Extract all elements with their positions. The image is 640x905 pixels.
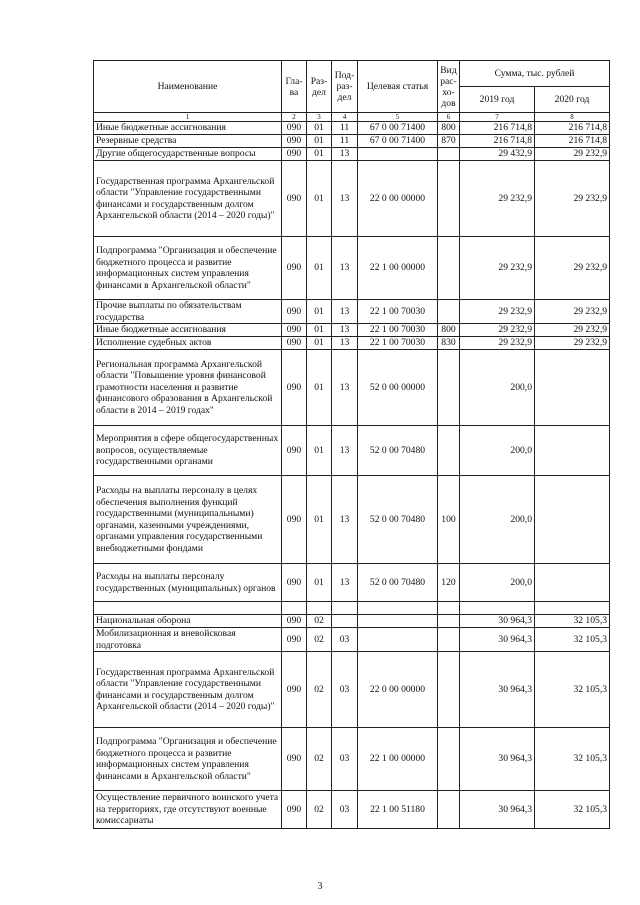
- cell-vid: [438, 728, 460, 791]
- column-number: 1: [94, 113, 282, 122]
- cell-name: Иные бюджетные ассигнования: [94, 122, 282, 135]
- cell-vid: [438, 602, 460, 615]
- cell-podrazdel: 13: [332, 476, 358, 564]
- cell-2020: 32 105,3: [535, 628, 610, 652]
- cell-podrazdel: 13: [332, 337, 358, 350]
- cell-2019: 30 964,3: [460, 791, 535, 829]
- cell-podrazdel: 13: [332, 300, 358, 324]
- cell-glava: 090: [282, 337, 307, 350]
- cell-2019: 29 232,9: [460, 337, 535, 350]
- table-row: [94, 602, 610, 615]
- cell-vid: [438, 148, 460, 161]
- cell-2020: 29 232,9: [535, 300, 610, 324]
- table-body: [94, 122, 610, 829]
- cell-vid: [438, 350, 460, 426]
- cell-vid: [438, 237, 460, 300]
- cell-podrazdel: 11: [332, 135, 358, 148]
- table-row: [94, 652, 610, 728]
- cell-target: 52 0 00 70480: [358, 476, 438, 564]
- cell-2020: 29 232,9: [535, 237, 610, 300]
- cell-razdel: 01: [307, 135, 332, 148]
- cell-razdel: 01: [307, 564, 332, 602]
- column-numbers-row: [94, 113, 610, 122]
- column-number: 8: [535, 113, 610, 122]
- header-2019: 2019 год: [460, 87, 535, 113]
- cell-vid: [438, 426, 460, 476]
- cell-target: 22 1 00 51180: [358, 791, 438, 829]
- cell-2019: 200,0: [460, 476, 535, 564]
- table-row: [94, 628, 610, 652]
- table-row: [94, 161, 610, 237]
- cell-vid: 870: [438, 135, 460, 148]
- cell-vid: [438, 652, 460, 728]
- cell-2019: 29 232,9: [460, 237, 535, 300]
- cell-vid: 120: [438, 564, 460, 602]
- cell-glava: 090: [282, 615, 307, 628]
- cell-podrazdel: 11: [332, 122, 358, 135]
- header-row: [94, 61, 610, 87]
- cell-glava: 090: [282, 122, 307, 135]
- table-row: [94, 237, 610, 300]
- cell-glava: 090: [282, 564, 307, 602]
- cell-glava: 090: [282, 426, 307, 476]
- cell-target: 22 1 00 70030: [358, 337, 438, 350]
- cell-name: Осуществление первичного воинского учета на территориях, где отсутствуют военные комиссариаты: [94, 791, 282, 829]
- cell-razdel: 01: [307, 350, 332, 426]
- cell-razdel: 01: [307, 426, 332, 476]
- cell-target: 22 0 00 00000: [358, 652, 438, 728]
- header-sum: Сумма, тыс. рублей: [460, 61, 610, 87]
- cell-podrazdel: 03: [332, 728, 358, 791]
- cell-name: Мобилизационная и вневойсковая подготовка: [94, 628, 282, 652]
- cell-vid: [438, 300, 460, 324]
- cell-name: Прочие выплаты по обязательствам государства: [94, 300, 282, 324]
- cell-razdel: 01: [307, 148, 332, 161]
- cell-name: [94, 602, 282, 615]
- cell-vid: 800: [438, 324, 460, 337]
- cell-2019: 30 964,3: [460, 652, 535, 728]
- cell-vid: [438, 628, 460, 652]
- cell-podrazdel: [332, 615, 358, 628]
- cell-2020: 29 232,9: [535, 161, 610, 237]
- cell-2019: 29 232,9: [460, 161, 535, 237]
- table-row: [94, 426, 610, 476]
- cell-podrazdel: 13: [332, 564, 358, 602]
- cell-name: Подпрограмма "Организация и обеспечение бюджетного процесса и развитие информационных систем управления финансами в Архангельской области": [94, 728, 282, 791]
- cell-target: [358, 148, 438, 161]
- cell-glava: [282, 602, 307, 615]
- cell-2020: 29 232,9: [535, 148, 610, 161]
- cell-glava: 090: [282, 476, 307, 564]
- column-number: 4: [332, 113, 358, 122]
- header-target: Целевая статья: [358, 61, 438, 113]
- cell-2019: 200,0: [460, 350, 535, 426]
- cell-vid: 100: [438, 476, 460, 564]
- cell-razdel: 01: [307, 476, 332, 564]
- cell-podrazdel: 13: [332, 237, 358, 300]
- cell-podrazdel: 13: [332, 350, 358, 426]
- cell-target: [358, 628, 438, 652]
- cell-glava: 090: [282, 135, 307, 148]
- cell-name: Государственная программа Архангельской области "Управление государственными финансами и государственным долгом Архангельской области (2014 – 2020 годы)": [94, 161, 282, 237]
- cell-vid: 830: [438, 337, 460, 350]
- cell-name: Мероприятия в сфере общегосударственных вопросов, осуществляемые государственными органами: [94, 426, 282, 476]
- cell-2020: 216 714,8: [535, 135, 610, 148]
- cell-podrazdel: 03: [332, 628, 358, 652]
- cell-2019: 29 432,9: [460, 148, 535, 161]
- cell-2020: [535, 602, 610, 615]
- table-row: [94, 122, 610, 135]
- cell-2020: 32 105,3: [535, 728, 610, 791]
- header-razdel: Раз-дел: [307, 61, 332, 113]
- cell-2020: 29 232,9: [535, 337, 610, 350]
- column-number: 5: [358, 113, 438, 122]
- cell-2020: 216 714,8: [535, 122, 610, 135]
- cell-2019: [460, 602, 535, 615]
- cell-target: 67 0 00 71400: [358, 135, 438, 148]
- cell-2020: 32 105,3: [535, 615, 610, 628]
- header-glava: Гла-ва: [282, 61, 307, 113]
- cell-glava: 090: [282, 148, 307, 161]
- cell-2019: 30 964,3: [460, 615, 535, 628]
- cell-vid: [438, 161, 460, 237]
- table-row: [94, 135, 610, 148]
- cell-target: 52 0 00 70480: [358, 426, 438, 476]
- cell-podrazdel: 13: [332, 148, 358, 161]
- cell-2019: 30 964,3: [460, 628, 535, 652]
- cell-glava: 090: [282, 237, 307, 300]
- cell-razdel: 02: [307, 628, 332, 652]
- header-vid: Вид рас-хо-дов: [438, 61, 460, 113]
- cell-podrazdel: 03: [332, 652, 358, 728]
- cell-glava: 090: [282, 652, 307, 728]
- table-row: [94, 615, 610, 628]
- cell-2019: 200,0: [460, 564, 535, 602]
- cell-2019: 216 714,8: [460, 135, 535, 148]
- cell-podrazdel: 03: [332, 791, 358, 829]
- cell-2019: 216 714,8: [460, 122, 535, 135]
- cell-vid: 800: [438, 122, 460, 135]
- cell-razdel: 02: [307, 791, 332, 829]
- cell-2019: 30 964,3: [460, 728, 535, 791]
- cell-2020: 32 105,3: [535, 652, 610, 728]
- cell-target: 22 1 00 00000: [358, 728, 438, 791]
- cell-podrazdel: 13: [332, 161, 358, 237]
- cell-glava: 090: [282, 350, 307, 426]
- table-row: [94, 476, 610, 564]
- cell-target: 22 1 00 70030: [358, 324, 438, 337]
- cell-name: Региональная программа Архангельской области "Повышение уровня финансовой грамотности населения и развитие финансового образования в Архангельской области в 2014 – 2019 годах": [94, 350, 282, 426]
- table-row: [94, 324, 610, 337]
- column-number: 7: [460, 113, 535, 122]
- cell-target: [358, 602, 438, 615]
- cell-razdel: 01: [307, 122, 332, 135]
- cell-glava: 090: [282, 791, 307, 829]
- column-number: 6: [438, 113, 460, 122]
- cell-name: Исполнение судебных актов: [94, 337, 282, 350]
- header-2020: 2020 год: [535, 87, 610, 113]
- cell-razdel: 02: [307, 728, 332, 791]
- column-number: 3: [307, 113, 332, 122]
- cell-podrazdel: 13: [332, 426, 358, 476]
- cell-glava: 090: [282, 300, 307, 324]
- header-podrazdel: Под-раз-дел: [332, 61, 358, 113]
- cell-glava: 090: [282, 161, 307, 237]
- page-number: 3: [317, 881, 323, 892]
- cell-podrazdel: 13: [332, 324, 358, 337]
- header-name: Наименование: [94, 61, 282, 113]
- cell-target: 52 0 00 70480: [358, 564, 438, 602]
- table-row: [94, 791, 610, 829]
- cell-target: 22 1 00 00000: [358, 237, 438, 300]
- cell-2020: 32 105,3: [535, 791, 610, 829]
- cell-target: 22 1 00 70030: [358, 300, 438, 324]
- cell-name: Резервные средства: [94, 135, 282, 148]
- table-row: [94, 728, 610, 791]
- cell-podrazdel: [332, 602, 358, 615]
- cell-vid: [438, 791, 460, 829]
- cell-glava: 090: [282, 628, 307, 652]
- cell-name: Иные бюджетные ассигнования: [94, 324, 282, 337]
- budget-table: [93, 60, 610, 829]
- cell-name: Подпрограмма "Организация и обеспечение бюджетного процесса и развитие информационных систем управления финансами в Архангельской области": [94, 237, 282, 300]
- cell-2020: [535, 350, 610, 426]
- cell-2020: [535, 564, 610, 602]
- cell-2020: 29 232,9: [535, 324, 610, 337]
- cell-razdel: 01: [307, 337, 332, 350]
- cell-2019: 29 232,9: [460, 300, 535, 324]
- cell-name: Государственная программа Архангельской области "Управление государственными финансами и государственным долгом Архангельской области (2014 – 2020 годы)": [94, 652, 282, 728]
- cell-target: [358, 615, 438, 628]
- cell-target: 67 0 00 71400: [358, 122, 438, 135]
- cell-2020: [535, 476, 610, 564]
- cell-glava: 090: [282, 324, 307, 337]
- cell-razdel: 01: [307, 324, 332, 337]
- column-number: 2: [282, 113, 307, 122]
- cell-vid: [438, 615, 460, 628]
- table-row: [94, 350, 610, 426]
- cell-razdel: 02: [307, 615, 332, 628]
- cell-2019: 29 232,9: [460, 324, 535, 337]
- cell-razdel: [307, 602, 332, 615]
- table-row: [94, 148, 610, 161]
- cell-name: Расходы на выплаты персоналу государственных (муниципальных) органов: [94, 564, 282, 602]
- cell-name: Национальная оборона: [94, 615, 282, 628]
- table-row: [94, 564, 610, 602]
- cell-razdel: 01: [307, 161, 332, 237]
- cell-2019: 200,0: [460, 426, 535, 476]
- cell-razdel: 01: [307, 237, 332, 300]
- cell-razdel: 01: [307, 300, 332, 324]
- cell-name: Другие общегосударственные вопросы: [94, 148, 282, 161]
- cell-glava: 090: [282, 728, 307, 791]
- table-row: [94, 300, 610, 324]
- cell-target: 52 0 00 00000: [358, 350, 438, 426]
- cell-2020: [535, 426, 610, 476]
- cell-razdel: 02: [307, 652, 332, 728]
- cell-name: Расходы на выплаты персоналу в целях обеспечения выполнения функций государственными (муниципальными) органами, казенными учреждениями, органами управления государственными внебюджетными фондами: [94, 476, 282, 564]
- cell-target: 22 0 00 00000: [358, 161, 438, 237]
- table-row: [94, 337, 610, 350]
